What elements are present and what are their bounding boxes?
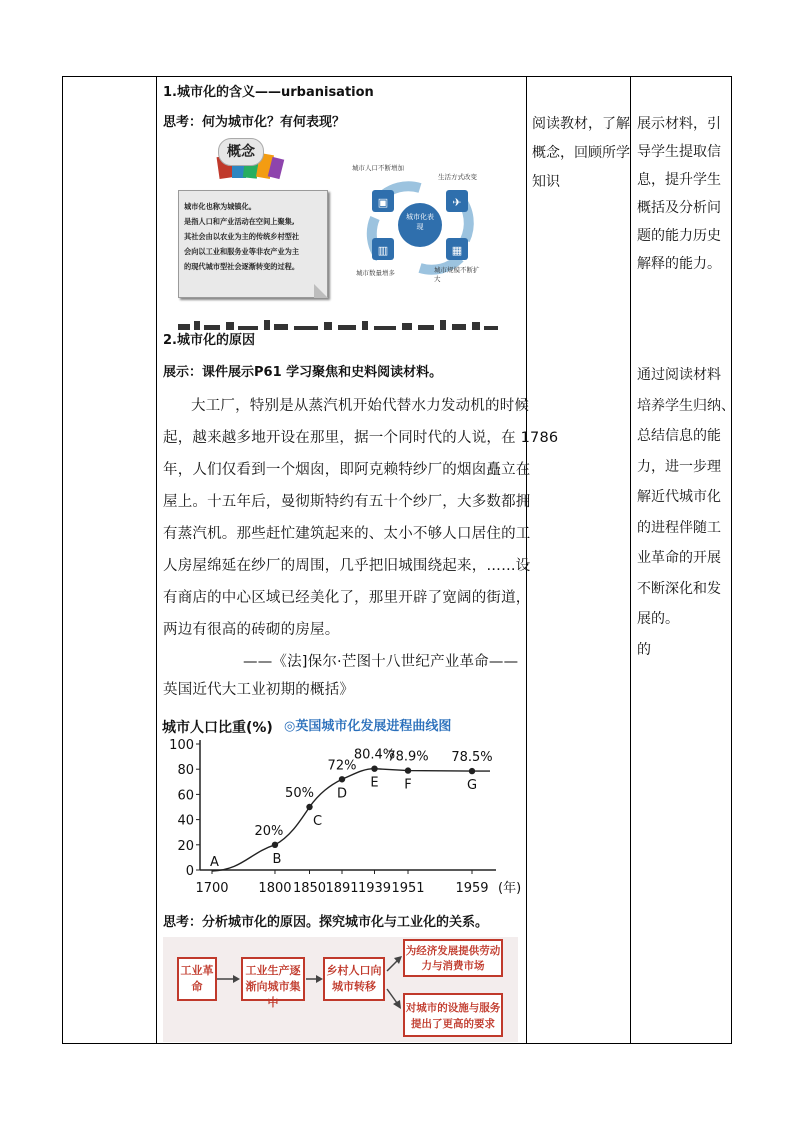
books-icon — [214, 136, 286, 178]
point-name: B — [272, 851, 282, 867]
data-point — [306, 804, 312, 810]
point-name: C — [312, 814, 323, 829]
point-name: A — [210, 855, 219, 870]
data-label: 78.9% — [387, 749, 429, 765]
data-label: 72% — [327, 758, 357, 774]
data-point — [405, 767, 411, 773]
skyline-decoration — [178, 315, 498, 325]
item-population: 城市人口不断增加 — [352, 164, 404, 172]
flow-diagram — [163, 937, 518, 1042]
section1-question: 思考：何为城市化？有何表现？ — [163, 115, 346, 130]
table-border-left — [62, 76, 63, 1044]
data-label: 78.5% — [451, 750, 493, 766]
column2-text: 阅读教材，了解 概念，回顾所学 知识 — [532, 116, 630, 190]
x-tick-label: 1850 — [292, 881, 327, 896]
data-label: 20% — [254, 823, 284, 839]
passage-line: 大工厂，特别是从蒸汽机开始代替水力发动机的时候 — [191, 398, 530, 414]
x-tick-label: 1800 — [258, 881, 292, 896]
table-border-col1 — [156, 76, 157, 1044]
x-tick-label: 1700 — [195, 881, 229, 896]
y-tick-label: 100 — [169, 738, 194, 753]
section1-heading: 1.城市化的含义——urbanisation — [163, 85, 374, 100]
column3-block2: 通过阅读材料 培养学生归纳、 总结信息的能 力，进一步理 解近代城市化 的进程伴随工 业革命的开展 不断深化和发 展的。 的 — [637, 367, 735, 658]
point-name: G — [466, 778, 478, 794]
item-city-count: 城市数量增多 — [356, 269, 395, 277]
chart-title: ◎英国城市化发展进程曲线图 — [284, 719, 452, 734]
urbanization-diagram — [350, 160, 490, 290]
chart-ylabel: 城市人口比重(%) — [162, 720, 273, 736]
flow-node-labor-market: 为经济发展提供劳动力与消费市场 — [403, 939, 503, 977]
definition-note: 城市化也称为城镇化。 是指人口和产业活动在空间上聚集, 其社会由以农业为主的传统乡村型社 会向以工业和服务业等非农产业为主 的现代城市型社会逐渐转变的过程。 — [178, 190, 328, 298]
y-tick-label: 80 — [177, 763, 194, 779]
data-point — [339, 776, 345, 782]
point-name: D — [336, 786, 348, 802]
x-tick-label: 1951 — [391, 881, 425, 896]
data-point — [371, 765, 377, 771]
concept-figure — [178, 136, 328, 298]
center-label: 城市化表现 — [406, 213, 434, 231]
passage-line: 人房屋绵延在纱厂的周围，几乎把旧城围绕起来，……设 — [163, 558, 531, 574]
x-tick-label: 1891 — [325, 881, 359, 896]
column3-block1: 展示材料，引 导学生提取信 息，提升学生 概括及分析问 题的能力历史 解释的能力。 — [637, 116, 721, 272]
passage-source: ——《法]保尔·芒图十八世纪产业革命—— — [243, 654, 519, 670]
section2-think: 思考：分析城市化的原因。探究城市化与工业化的关系。 — [163, 915, 489, 930]
item-lifestyle: 生活方式改变 — [438, 173, 477, 181]
passage-source: 英国近代大工业初期的概括》 — [163, 682, 355, 698]
data-label: 80.4% — [353, 747, 396, 763]
y-tick-label: 40 — [177, 813, 194, 829]
data-label: 50% — [285, 786, 314, 801]
y-tick-label: 0 — [185, 864, 194, 879]
table-top-border — [62, 76, 732, 77]
section2-show-line: 展示：课件展示P61 学习聚焦和史料阅读材料。 — [163, 365, 443, 380]
table-border-col3 — [630, 76, 631, 1044]
svg-text:▦: ▦ — [451, 244, 463, 257]
concept-badge: 概念 — [218, 138, 264, 166]
data-point — [272, 842, 278, 848]
passage-line: 年，人们仅看到一个烟囱，即阿克赖特纱厂的烟囱矗立在 — [163, 462, 531, 478]
svg-text:✈: ✈ — [452, 196, 462, 209]
series-line — [212, 769, 490, 871]
chart-svg — [162, 712, 522, 912]
item-city-scale: 城市规模不断扩大 — [434, 266, 480, 283]
svg-text:▣: ▣ — [377, 196, 389, 209]
passage-line: 屋上。十五年后，曼彻斯特约有五十个纱厂，大多数都拥 — [163, 494, 531, 510]
chart-xlabel: (年) — [498, 881, 522, 896]
data-point — [469, 768, 475, 774]
flow-node-rural-migration: 乡村人口向城市转移 — [323, 957, 385, 1001]
flow-node-industrial-revolution: 工业革命 — [177, 957, 217, 1001]
passage-line: 两边有很高的砖砌的房屋。 — [163, 622, 340, 638]
y-tick-label: 60 — [177, 788, 194, 804]
point-name: E — [370, 775, 379, 791]
table-bottom-border — [62, 1043, 732, 1044]
y-tick-label: 20 — [177, 838, 194, 854]
svg-text:▥: ▥ — [377, 244, 389, 257]
flow-node-industry-concentration: 工业生产逐渐向城市集中 — [241, 957, 305, 1001]
x-tick-label: 1959 — [455, 881, 489, 896]
x-tick-label: 1939 — [357, 881, 392, 896]
passage-line: 有蒸汽机。那些赶忙建筑起来的、太小不够人口居住的工 — [163, 526, 531, 542]
flow-node-city-services: 对城市的设施与服务提出了更高的要求 — [403, 993, 503, 1037]
passage-line: 有商店的中心区域已经美化了，那里开辟了宽阔的街道， — [163, 590, 531, 606]
section2-heading: 2.城市化的原因 — [163, 333, 255, 348]
urbanization-chart — [162, 712, 522, 912]
point-name: F — [404, 777, 412, 793]
passage-line: 起，越来越多地开设在那里，据一个同时代的人说，在 1786 — [163, 430, 559, 446]
